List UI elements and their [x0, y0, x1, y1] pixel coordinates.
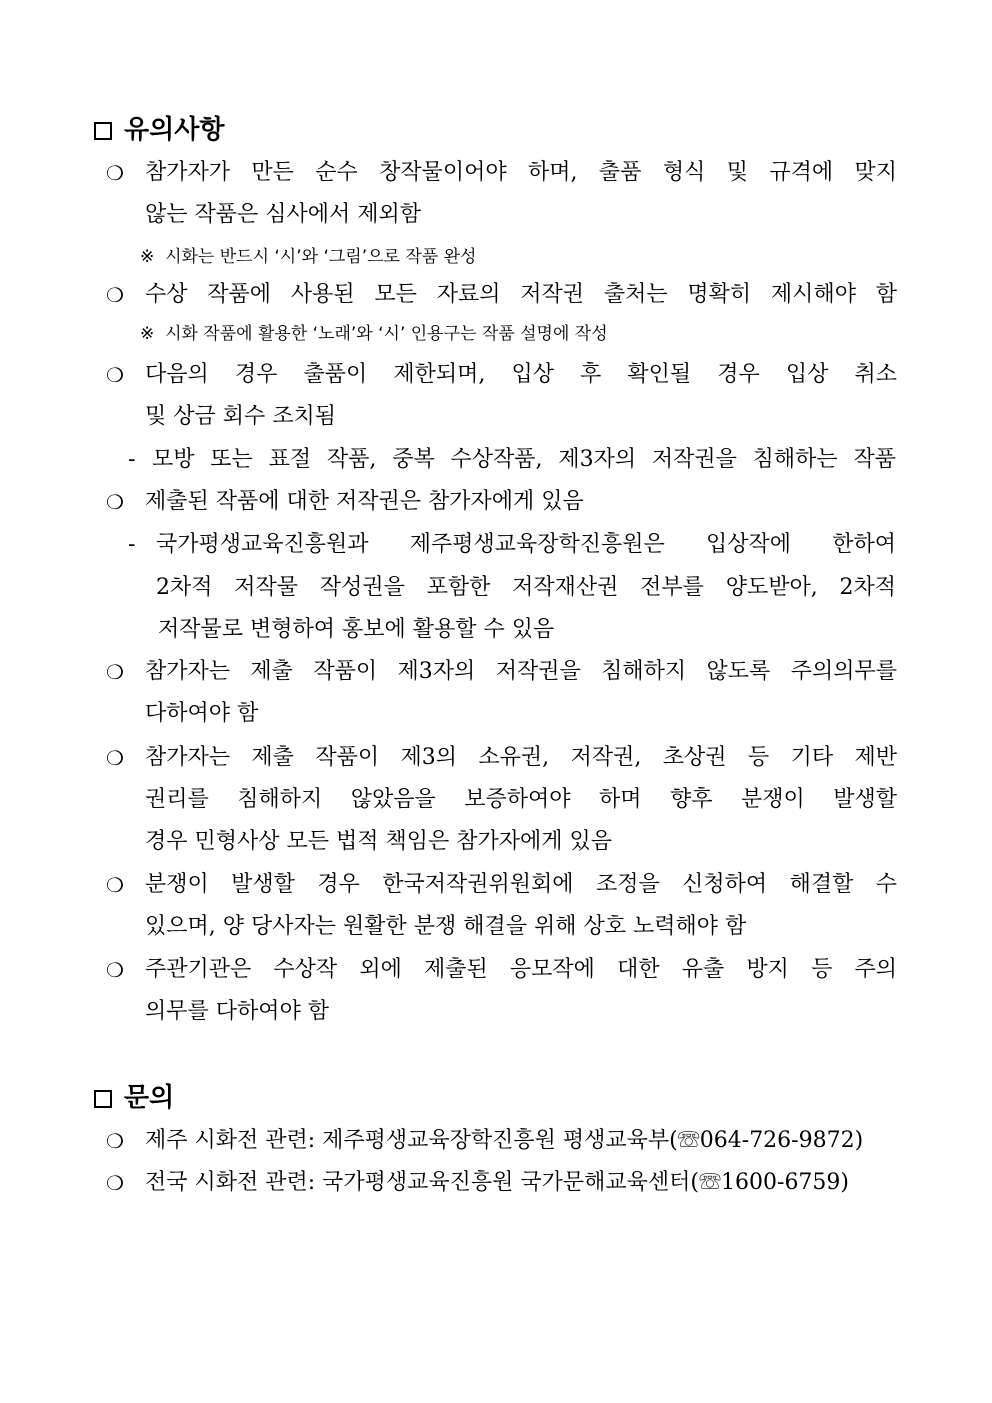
notice-item-line: 참가자는 제출 작품이 제3자의 저작권을 침해하지 않도록 주의의무를: [145, 659, 897, 684]
circle-bullet-icon: ❍: [106, 283, 124, 307]
notice-note: [140, 244, 476, 270]
inquiry-item: 제주 시화전 관련: 제주평생교육장학진흥원 평생교육부(☏064-726-9872): [145, 1128, 864, 1153]
notice-item-line: 참가자가 만든 순수 창작물이어야 하며, 출품 형식 및 규격에 맞지: [145, 160, 897, 185]
circle-bullet-icon: ❍: [106, 1129, 124, 1153]
notice-item-line: 있으며, 양 당사자는 원활한 분쟁 해결을 위해 상호 노력해야 함: [145, 914, 747, 939]
notice-item-line: 분쟁이 발생할 경우 한국저작권위원회에 조정을 신청하여 해결할 수: [145, 872, 897, 897]
inquiry-heading: [94, 1082, 174, 1114]
notice-item-line: 참가자는 제출 작품이 제3의 소유권, 저작권, 초상권 등 기타 제반: [145, 745, 897, 770]
inquiry-heading-text: 문의: [124, 1083, 175, 1113]
notice-sub-line: 저작물로 변형하여 홍보에 활용할 수 있음: [158, 617, 555, 642]
notice-heading-text: 유의사항: [124, 115, 225, 145]
inquiry-item: 전국 시화전 관련: 국가평생교육진흥원 국가문해교육센터(☏1600-6759): [145, 1170, 850, 1195]
circle-bullet-icon: ❍: [106, 660, 124, 684]
notice-item-line: 다하여야 함: [145, 701, 259, 726]
notice-sub-line: 2차적 저작물 작성권을 포함한 저작재산권 전부를 양도받아, 2차적: [156, 575, 896, 600]
notice-note: [140, 321, 608, 347]
dash-bullet: -: [128, 532, 136, 557]
notice-sub-line: 모방 또는 표절 작품, 중복 수상작품, 제3자의 저작권을 침해하는 작품: [152, 447, 896, 472]
circle-bullet-icon: ❍: [106, 873, 124, 897]
notice-sub-line: 국가평생교육진흥원과 제주평생교육장학진흥원은 입상작에 한하여: [156, 532, 896, 557]
circle-bullet-icon: ❍: [106, 363, 124, 387]
notice-item-line: 제출된 작품에 대한 저작권은 참가자에게 있음: [145, 489, 584, 514]
reference-mark-icon: ※: [140, 324, 155, 344]
circle-bullet-icon: ❍: [106, 161, 124, 185]
notice-item-line: 주관기관은 수상작 외에 제출된 응모작에 대한 유출 방지 등 주의: [145, 957, 897, 982]
circle-bullet-icon: ❍: [106, 1171, 124, 1195]
reference-mark-icon: ※: [140, 247, 155, 267]
circle-bullet-icon: ❍: [106, 746, 124, 770]
dash-bullet: -: [128, 447, 136, 472]
notice-item-line: 및 상금 회수 조치됨: [145, 404, 336, 429]
notice-item-line: 다음의 경우 출품이 제한되며, 입상 후 확인될 경우 입상 취소: [145, 362, 897, 387]
square-bullet-icon: [94, 1090, 112, 1108]
square-bullet-icon: [94, 122, 112, 140]
notice-heading: [94, 114, 224, 146]
notice-note-text: 시화 작품에 활용한 ‘노래’와 ‘시’ 인용구는 작품 설명에 작성: [165, 324, 608, 344]
notice-item-line: 않는 작품은 심사에서 제외함: [145, 202, 422, 227]
notice-item-line: 의무를 다하여야 함: [145, 999, 330, 1024]
notice-item-line: 수상 작품에 사용된 모든 자료의 저작권 출처는 명확히 제시해야 함: [145, 282, 897, 307]
notice-item-line: 경우 민형사상 모든 법적 책임은 참가자에게 있음: [145, 829, 613, 854]
circle-bullet-icon: ❍: [106, 958, 124, 982]
notice-item-line: 권리를 침해하지 않았음을 보증하여야 하며 향후 분쟁이 발생할: [145, 787, 897, 812]
circle-bullet-icon: ❍: [106, 490, 124, 514]
notice-note-text: 시화는 반드시 ‘시’와 ‘그림’으로 작품 완성: [165, 247, 477, 267]
